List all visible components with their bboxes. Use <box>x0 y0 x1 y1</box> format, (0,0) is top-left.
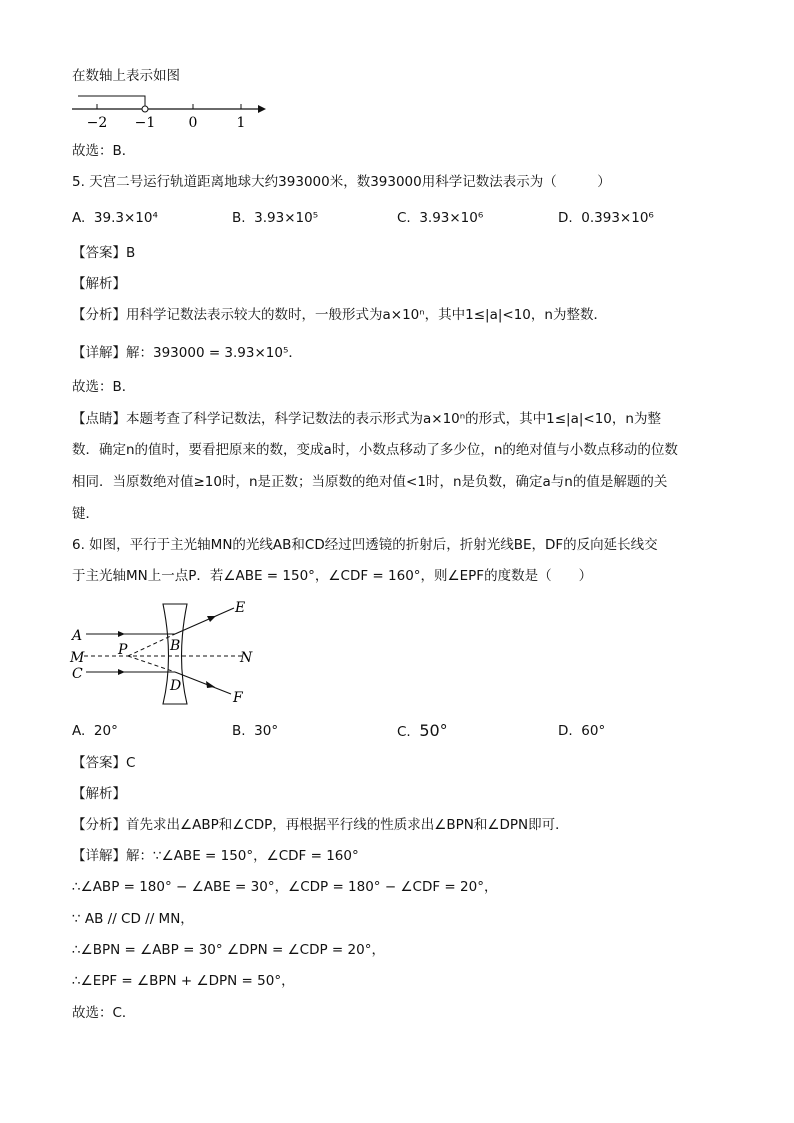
tick-label: −2 <box>86 115 108 131</box>
lens-figure <box>66 596 276 710</box>
q6-stem-line: 于主光轴MN上一点P．若∠ABE = 150°，∠CDF = 160°，则∠EPF的度数是（ ） <box>72 568 593 584</box>
tick-label: 1 <box>236 115 246 131</box>
label-p: P <box>118 642 128 658</box>
q5-analysis-heading: 【解析】 <box>72 276 126 292</box>
q5-option-b: B. 3.93×10⁵ <box>232 210 319 226</box>
q5-dianjing-line: 键． <box>72 506 99 522</box>
label-f: F <box>233 690 243 706</box>
tick-label: −1 <box>134 115 156 131</box>
q6-step: 【详解】解：∵∠ABE = 150°，∠CDF = 160° <box>72 848 359 864</box>
label-b: B <box>170 638 181 654</box>
q5-xiangjie: 【详解】解：393000 = 3.93×10⁵． <box>72 345 302 361</box>
q6-choice: 故选：C． <box>72 1005 136 1021</box>
label-m: M <box>70 650 85 666</box>
label-a: A <box>72 628 83 644</box>
q5-choice: 故选：B． <box>72 379 136 395</box>
label-n: N <box>240 650 253 666</box>
q5-dianjing-line: 数．确定n的值时，要看把原来的数，变成a时，小数点移动了多少位，n的绝对值与小数点移动的位数 <box>72 442 678 458</box>
q6-step: ∴∠EPF = ∠BPN + ∠DPN = 50°， <box>72 973 295 989</box>
label-e: E <box>235 600 246 616</box>
q5-dianjing-line: 相同．当原数绝对值≥10时，n是正数；当原数的绝对值<1时，n是负数，确定a与n的值是解题的关 <box>72 474 668 490</box>
q6-option-c: C. 50° <box>397 721 448 740</box>
q5-option-c: C. 3.93×10⁶ <box>397 210 484 226</box>
q5-fenxi: 【分析】用科学记数法表示较大的数时，一般形式为a×10ⁿ，其中1≤|a|<10，n为整数． <box>72 307 607 323</box>
numberline-caption: 在数轴上表示如图 <box>72 68 180 84</box>
q6-option-b: B. 30° <box>232 723 279 739</box>
label-d: D <box>170 678 182 694</box>
q6-option-d: D. 60° <box>558 723 606 739</box>
q6-answer: 【答案】C <box>72 755 136 771</box>
label-c: C <box>72 666 83 682</box>
q6-stem-line: 6. 如图，平行于主光轴MN的光线AB和CD经过凹透镜的折射后，折射光线BE，DF的反向延长线交 <box>72 537 658 553</box>
q5-dianjing-line: 【点睛】本题考查了科学记数法，科学记数法的表示形式为a×10ⁿ的形式，其中1≤|a|<10，n为整 <box>72 411 661 427</box>
q6-analysis-heading: 【解析】 <box>72 786 126 802</box>
q4-choice: 故选：B． <box>72 143 136 159</box>
q6-step: ∴∠ABP = 180° − ∠ABE = 30°，∠CDP = 180° − ∠CDF = 20°， <box>72 879 498 895</box>
q6-option-a: A. 20° <box>72 723 118 739</box>
q5-option-d: D. 0.393×10⁶ <box>558 210 654 226</box>
q6-fenxi: 【分析】首先求出∠ABP和∠CDP，再根据平行线的性质求出∠BPN和∠DPN即可． <box>72 817 569 833</box>
q5-option-a: A. 39.3×10⁴ <box>72 210 158 226</box>
tick-label: 0 <box>188 115 198 131</box>
q6-step: ∴∠BPN = ∠ABP = 30° ∠DPN = ∠CDP = 20°， <box>72 942 385 958</box>
number-line-figure <box>66 86 276 132</box>
q6-step: ∵ AB // CD // MN， <box>72 911 194 927</box>
q5-stem: 5. 天宫二号运行轨道距离地球大约393000米，数393000用科学记数法表示为（ ） <box>72 174 611 190</box>
q5-answer: 【答案】B <box>72 245 136 261</box>
